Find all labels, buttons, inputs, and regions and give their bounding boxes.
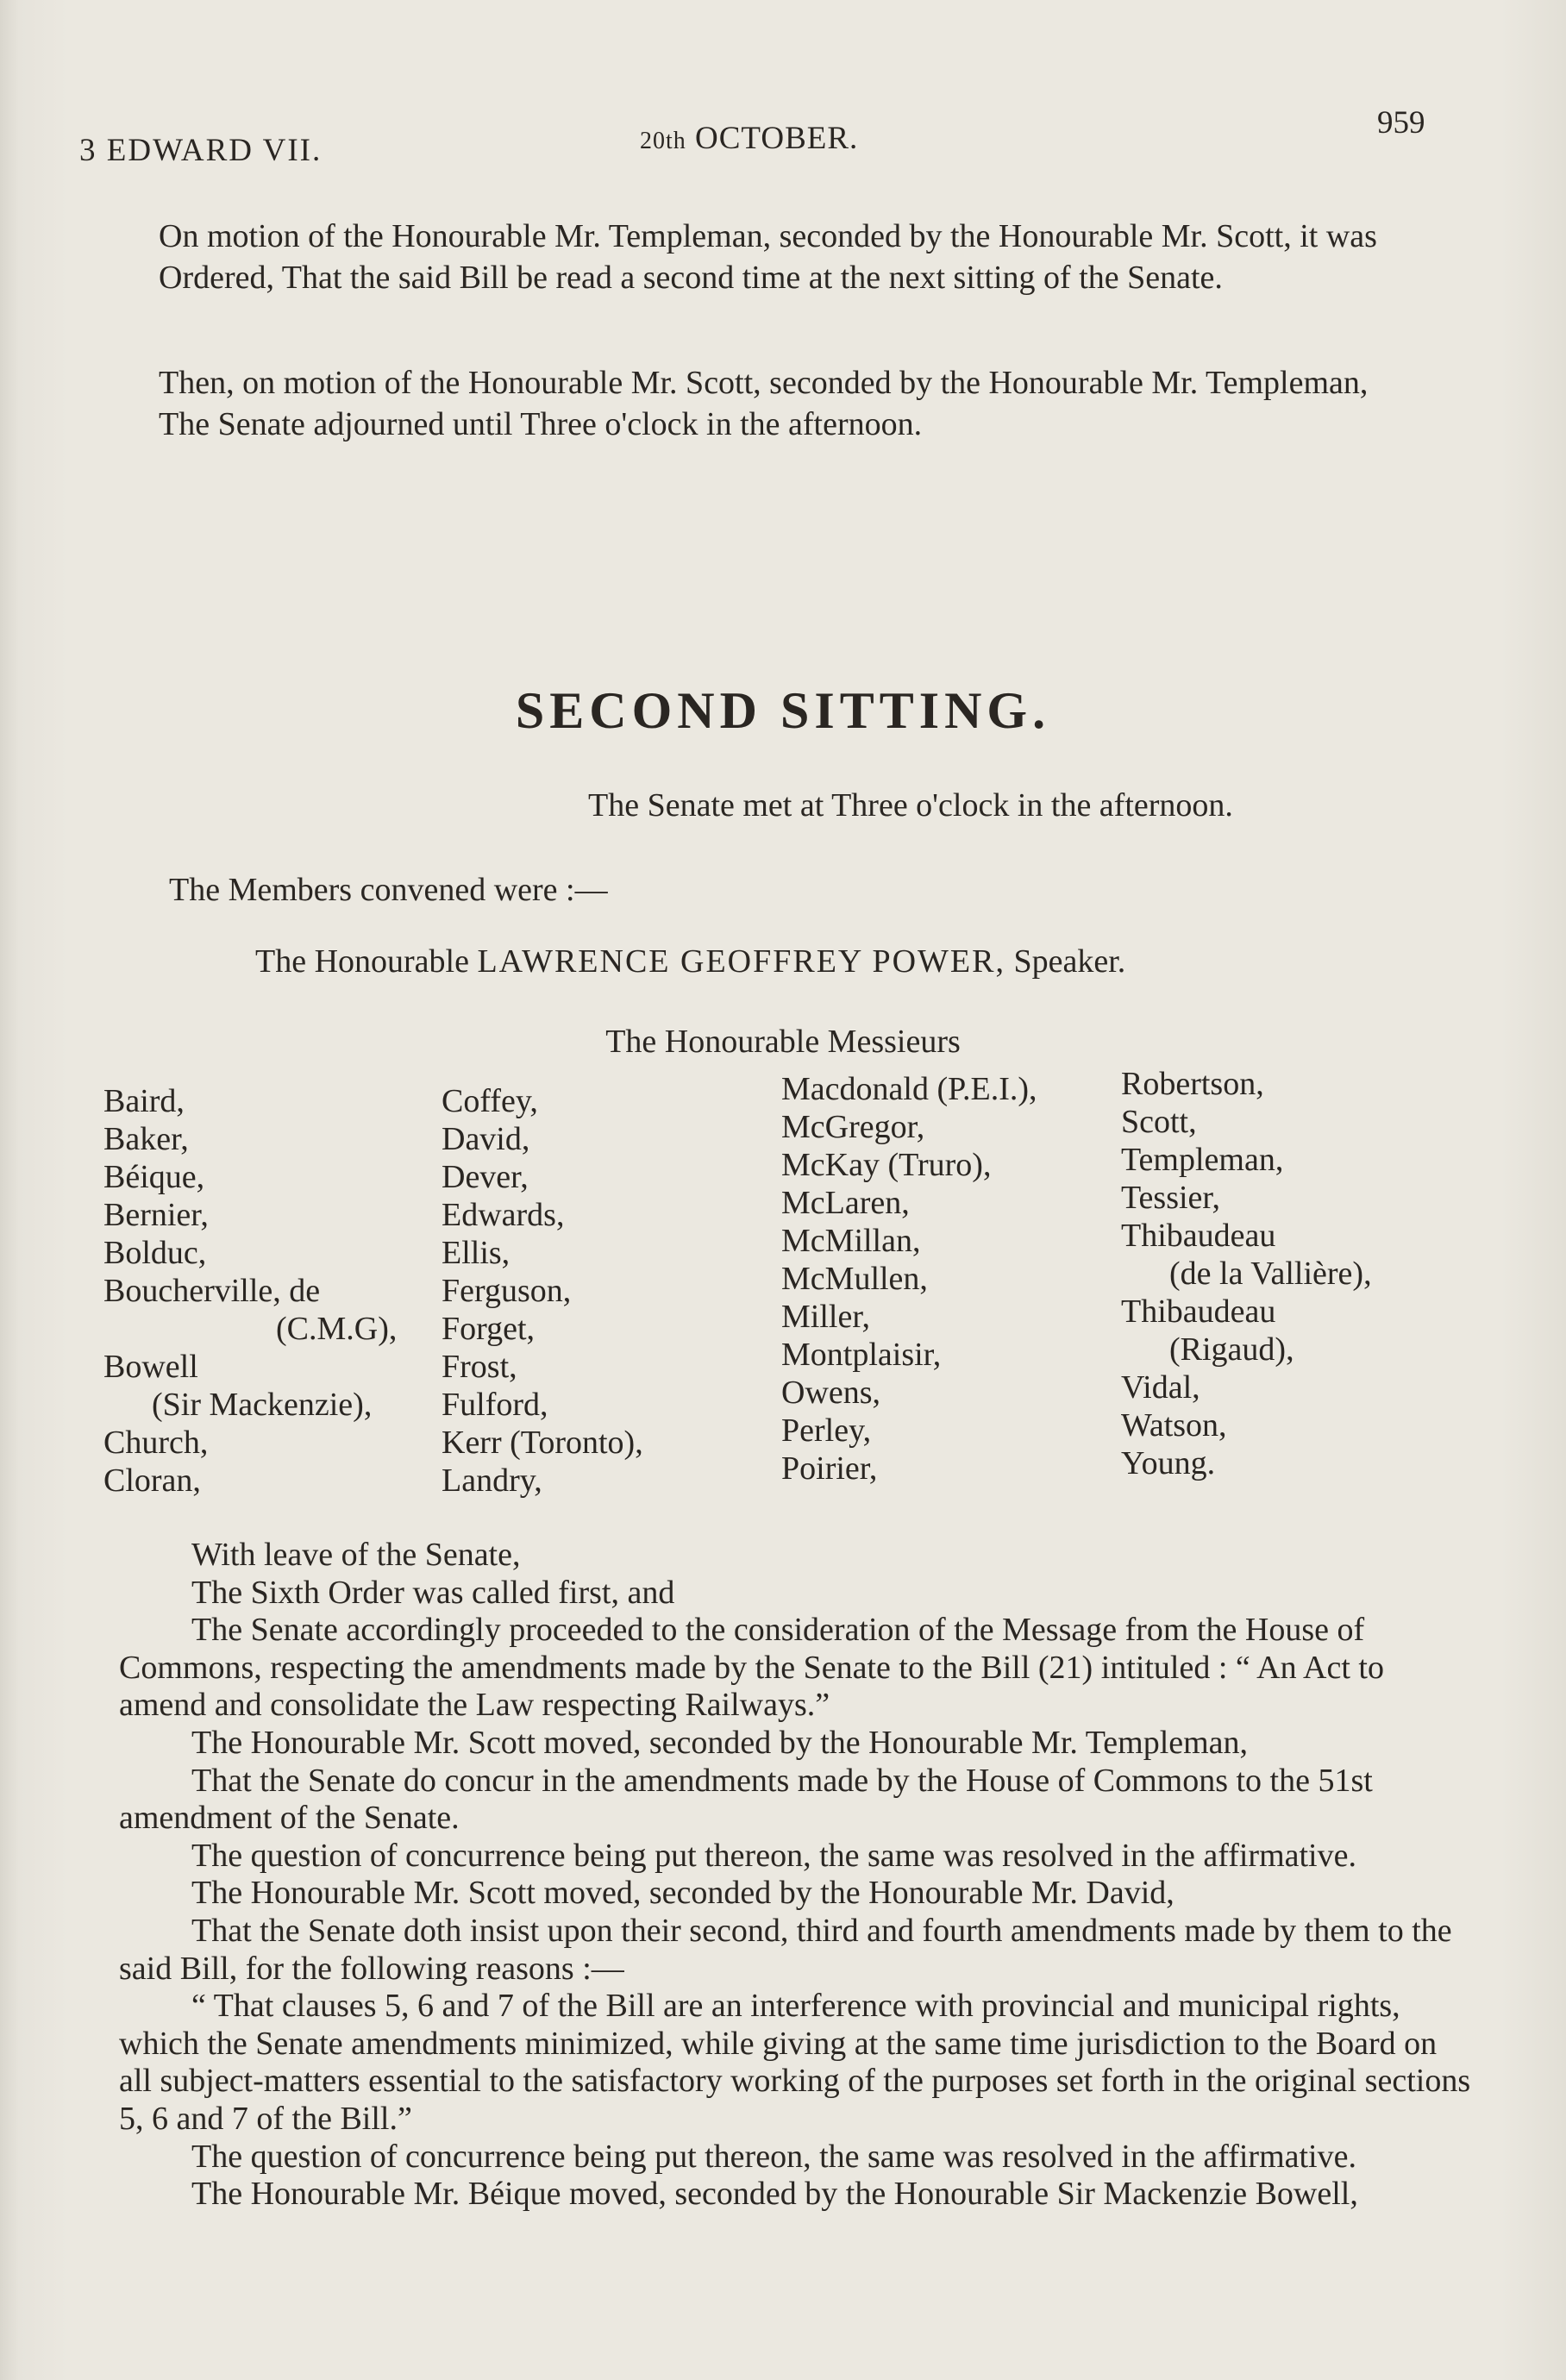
members-column-4 [1121, 1065, 1372, 1482]
member-name-cont: (Sir Mackenzie), [152, 1387, 373, 1423]
section-heading: SECOND SITTING. [515, 682, 1051, 739]
member-name: Thibaudeau [1121, 1293, 1276, 1330]
members-column-3 [781, 1070, 1037, 1488]
member-name: Dever, [442, 1159, 529, 1195]
member-name: Robertson, [1121, 1066, 1264, 1102]
members-column-1 [103, 1082, 397, 1500]
member-name: Béique, [103, 1159, 205, 1195]
member-name: McGregor, [781, 1109, 925, 1145]
page-number: 959 [1377, 105, 1425, 141]
member-name: Bowell [103, 1349, 198, 1385]
senate-met-text: The Senate met at Three o'clock in the afternoon. [588, 787, 1233, 824]
motion-paragraph-2 [86, 362, 1466, 445]
body-paragraph: The question of concurrence being put thereon, the same was resolved in the affirmative. [191, 2138, 1356, 2175]
body-paragraph: The Honourable Mr. Béique moved, seconded by the Honourable Sir Mackenzie Bowell, [191, 2176, 1358, 2213]
member-name: Frost, [442, 1349, 517, 1385]
member-name: Montplaisir, [781, 1337, 942, 1373]
motion-paragraph-1 [86, 216, 1466, 298]
member-name: Owens, [781, 1375, 881, 1411]
body-paragraph: The question of concurrence being put thereon, the same was resolved in the affirmative. [191, 1837, 1356, 1874]
member-name: Church, [103, 1425, 209, 1461]
member-name: McKay (Truro), [781, 1147, 992, 1183]
member-name: Thibaudeau [1121, 1218, 1276, 1254]
adjourn-text: The Senate adjourned until Three o'clock in the afternoon. [159, 406, 923, 442]
header-date-month: OCTOBER. [695, 121, 859, 156]
members-list [103, 1066, 1466, 1531]
member-name: Templeman, [1121, 1142, 1284, 1178]
member-name: Forget, [442, 1311, 536, 1347]
members-column-2 [442, 1082, 643, 1500]
member-name: Boucherville, de [103, 1273, 321, 1309]
body-paragraph: That the Senate do concur in the amendments made by the House of Commons to the 51st amendment of the Senate. [119, 1762, 1373, 1837]
header-date-day: 20th [640, 128, 686, 154]
body-paragraph: The Senate accordingly proceeded to the consideration of the Message from the House of Commons, respecting the amendments made by the Senate to the Bill (21) intituled : “ An Act to amend and consolidate the Law respecting Railways.” [119, 1612, 1384, 1724]
member-name: Perley, [781, 1412, 872, 1449]
body-paragraph: With leave of the Senate, [191, 1537, 521, 1573]
messieurs-heading: The Honourable Messieurs [605, 1024, 961, 1060]
member-name: Watson, [1121, 1407, 1227, 1444]
body-paragraph: That the Senate doth insist upon their second, third and fourth amendments made by them to the said Bill, for the following reasons :— [119, 1912, 1452, 1987]
member-name: Coffey, [442, 1083, 538, 1119]
body-paragraph: The Honourable Mr. Scott moved, seconded by the Honourable Mr. Templeman, [191, 1724, 1249, 1761]
member-name: Cloran, [103, 1462, 201, 1499]
member-name: Baker, [103, 1121, 189, 1157]
member-name: Ferguson, [442, 1273, 572, 1309]
adjourn-motion-text: Then, on motion of the Honourable Mr. Scott, seconded by the Honourable Mr. Templeman, [159, 365, 1369, 401]
member-name: Macdonald (P.E.I.), [781, 1071, 1037, 1107]
body-paragraph: “ That clauses 5, 6 and 7 of the Bill are an interference with provincial and municipal rights, which the Senate amendments minimized, while giving at the same time jurisdiction to the Board on all subject-matters essential to the satisfactory working of the purposes set forth in the original sections 5, 6 and 7 of the Bill.” [119, 1988, 1471, 2137]
body-paragraph: The Honourable Mr. Scott moved, seconded by the Honourable Mr. David, [191, 1875, 1174, 1912]
member-name: Vidal, [1121, 1369, 1200, 1406]
member-name: Fulford, [442, 1387, 548, 1423]
motion-text: On motion of the Honourable Mr. Templeman, seconded by the Honourable Mr. Scott, it was [159, 218, 1377, 254]
member-name: Scott, [1121, 1104, 1197, 1140]
member-name: Edwards, [442, 1197, 565, 1233]
header-date [640, 120, 858, 157]
header-regnal-year: 3 EDWARD VII. [79, 133, 323, 168]
member-name: McMullen, [781, 1261, 928, 1297]
member-name: Kerr (Toronto), [442, 1425, 643, 1461]
proceedings-body [119, 1537, 1473, 2214]
member-name-cont: (Rigaud), [1169, 1331, 1294, 1368]
member-name: Ellis, [442, 1235, 511, 1271]
member-name: Landry, [442, 1462, 542, 1499]
member-name: Poirier, [781, 1450, 878, 1487]
member-name: Baird, [103, 1083, 185, 1119]
speaker-name: LAWRENCE GEOFFREY POWER, [477, 943, 1005, 980]
speaker-title: Speaker. [1013, 943, 1126, 980]
ordered-text: Ordered, That the said Bill be read a second time at the next sitting of the Senate. [159, 260, 1223, 296]
member-name: Bolduc, [103, 1235, 207, 1271]
member-name: Miller, [781, 1299, 870, 1335]
speaker-line [255, 943, 1125, 980]
member-name-cont: (C.M.G), [276, 1311, 398, 1347]
member-name: David, [442, 1121, 530, 1157]
member-name: Young. [1121, 1445, 1216, 1481]
page-header [79, 105, 1459, 168]
member-name: Tessier, [1121, 1180, 1221, 1216]
member-name: Bernier, [103, 1197, 209, 1233]
members-convened-text: The Members convened were :— [169, 872, 608, 908]
body-paragraph: The Sixth Order was called first, and [191, 1574, 675, 1611]
member-name: McLaren, [781, 1185, 910, 1221]
member-name: McMillan, [781, 1223, 921, 1259]
speaker-prefix: The Honourable [255, 943, 469, 980]
member-name-cont: (de la Vallière), [1169, 1256, 1372, 1292]
